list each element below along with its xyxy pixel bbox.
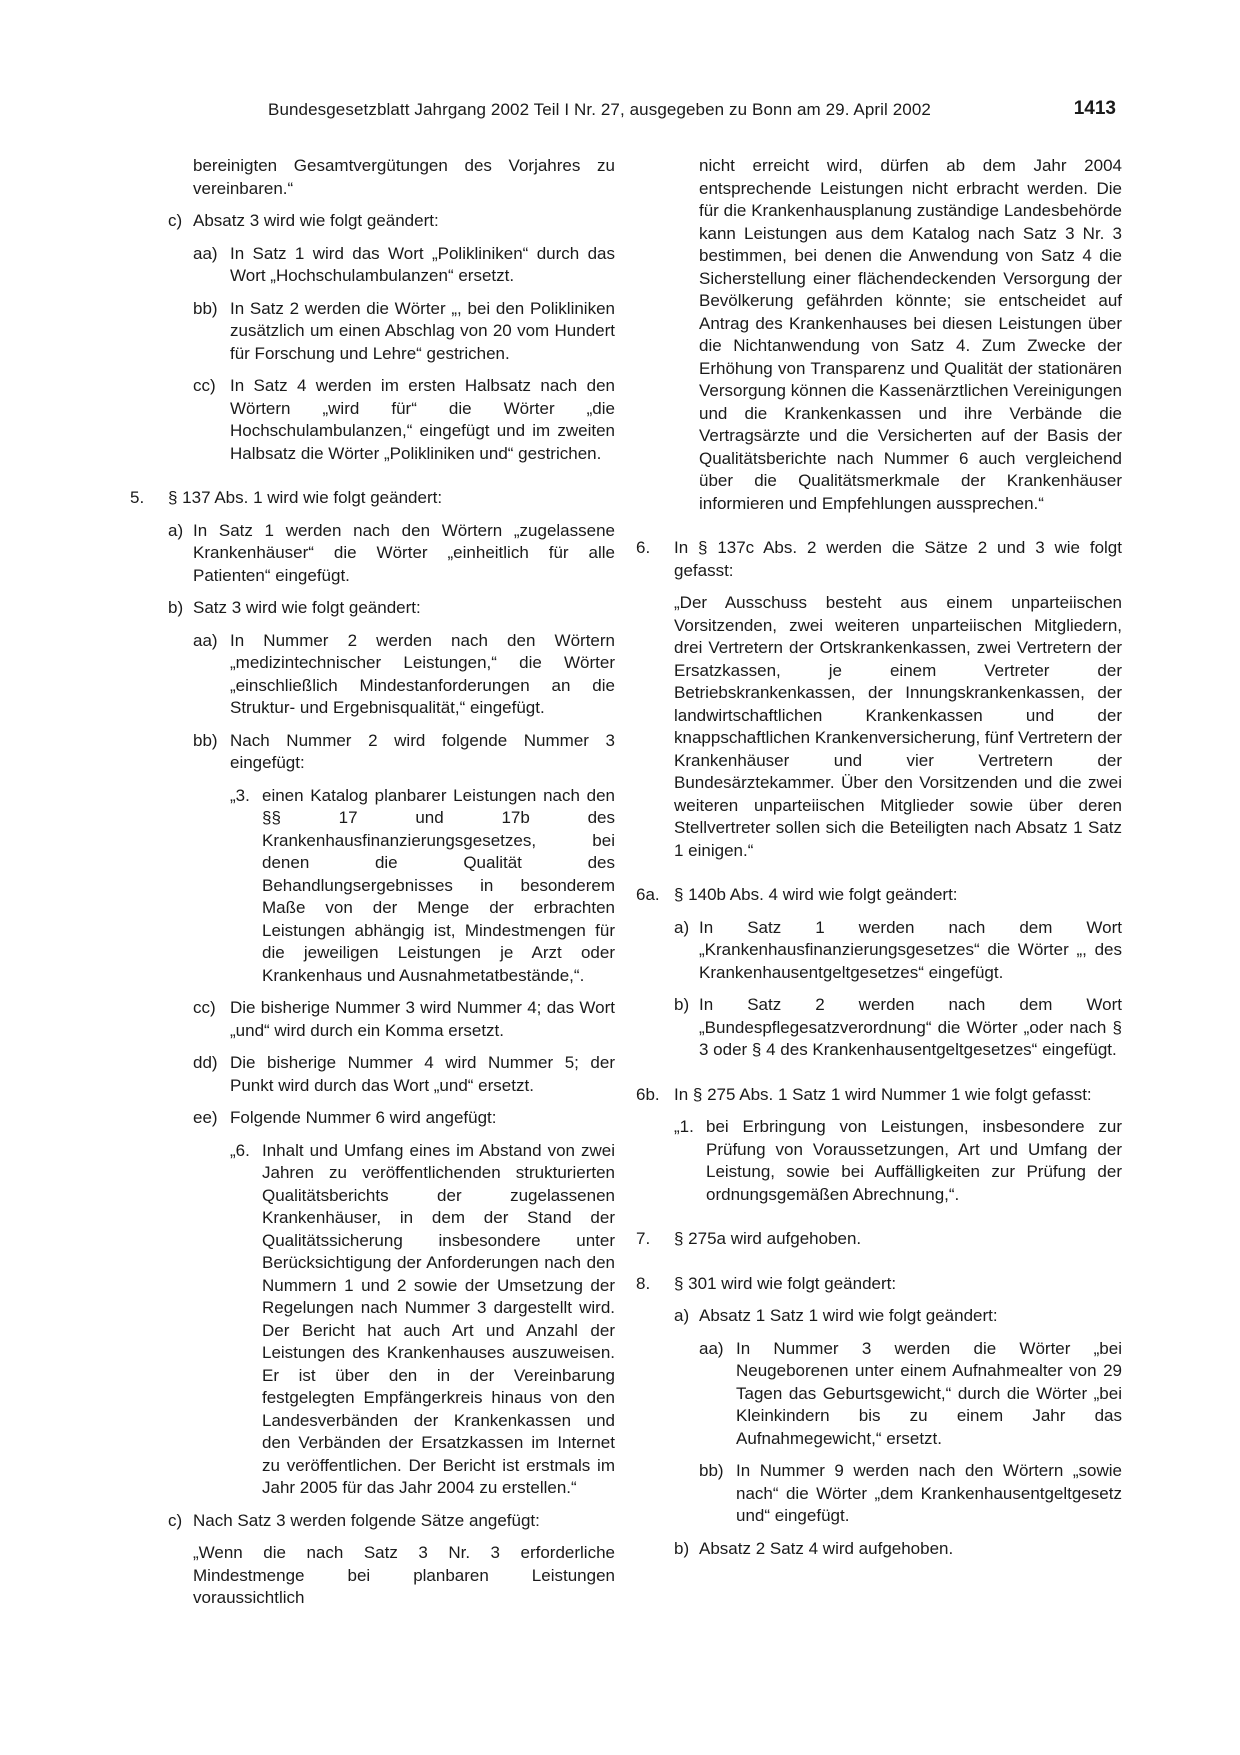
item-text: Satz 3 wird wie folgt geändert: bbox=[193, 598, 421, 617]
item-text: Nach Satz 3 werden folgende Sätze angefügt: bbox=[193, 1510, 540, 1530]
item-text: In Satz 1 wird das Wort „Polikliniken“ durch das Wort „Hochschulambulanzen“ ersetzt. bbox=[230, 243, 615, 285]
item-text: Die bisherige Nummer 4 wird Nummer 5; der Punkt wird durch das Wort „und“ ersetzt. bbox=[230, 1053, 615, 1095]
item-label: b) bbox=[674, 1538, 690, 1558]
item-text: Folgende Nummer 6 wird angefügt: bbox=[230, 1108, 497, 1127]
item-text: In § 137c Abs. 2 werden die Sätze 2 und 3 wie folgt gefasst: bbox=[674, 538, 1122, 580]
item-label: b) bbox=[674, 995, 690, 1014]
left-column bbox=[130, 155, 615, 1620]
item-text: In § 275 Abs. 1 Satz 1 wird Nummer 1 wie folgt gefasst: bbox=[674, 1084, 1092, 1104]
paragraph bbox=[130, 1542, 615, 1610]
item-label: bb) bbox=[193, 730, 218, 750]
running-title: Bundesgesetzblatt Jahrgang 2002 Teil I Nr. 27, ausgegeben zu Bonn am 29. April 2002 bbox=[268, 100, 931, 119]
page-number: 1413 bbox=[1073, 98, 1116, 119]
item-text: In Satz 2 werden die Wörter „, bei den Polikliniken zusätzlich um einen Abschlag von 20 vom Hundert für Forschung und Lehre“ gestrichen. bbox=[230, 298, 615, 363]
list-item bbox=[130, 630, 615, 720]
list-item bbox=[636, 1273, 1122, 1296]
list-item bbox=[130, 487, 615, 510]
list-item bbox=[636, 1538, 1122, 1561]
item-text: In Satz 2 werden nach dem Wort „Bundespflegesatzverordnung“ die Wörter „oder nach § 3 oder § 4 des Krankenhausentgeltgesetzes“ eingefügt. bbox=[699, 995, 1122, 1059]
item-text: bei Erbringung von Leistungen, insbesondere zur Prüfung von Voraussetzungen, Art und Umfang der Leistung, sowie bei Auffälligkeiten zur Prüfung der ordnungsgemäßen Abrechnung,“. bbox=[706, 1117, 1122, 1204]
item-label: c) bbox=[168, 211, 183, 230]
list-item bbox=[636, 1460, 1122, 1528]
item-label: 6a. bbox=[636, 885, 660, 904]
item-label: dd) bbox=[193, 1053, 218, 1072]
running-header bbox=[268, 100, 1116, 130]
list-item bbox=[636, 884, 1122, 907]
item-label: cc) bbox=[193, 998, 216, 1017]
item-label: c) bbox=[168, 1510, 183, 1530]
item-text: Absatz 3 wird wie folgt geändert: bbox=[193, 211, 439, 230]
item-text: Die bisherige Nummer 3 wird Nummer 4; das Wort „und“ wird durch ein Komma ersetzt. bbox=[230, 998, 615, 1040]
list-item bbox=[130, 210, 615, 233]
item-label: 5. bbox=[130, 488, 145, 507]
paragraph bbox=[130, 155, 615, 200]
item-label: aa) bbox=[193, 243, 218, 263]
list-item bbox=[130, 1510, 615, 1533]
item-text: § 275a wird aufgehoben. bbox=[674, 1229, 862, 1248]
item-label: 6b. bbox=[636, 1084, 660, 1104]
item-text: In Satz 4 werden im ersten Halbsatz nach den Wörtern „wird für“ die Wörter „die Hochschulambulanzen,“ eingefügt und im zweiten Halbsatz die Wörter „Polikliniken und“ gestrichen. bbox=[230, 376, 615, 463]
list-item bbox=[636, 1338, 1122, 1451]
item-label: b) bbox=[168, 598, 184, 617]
item-text: „Der Ausschuss besteht aus einem unparteiischen Vorsitzenden, zwei weiteren unparteiischen Mitgliedern, drei Vertretern der Ortskrankenkassen, zwei Vertretern der Ersatzkassen, je einem Vertreter der Betriebskrankenkassen, der Innungskrankenkassen, der landwirtschaftlichen Krankenkassen und der knappschaftlichen Krankenversicherung, fünf Vertretern der Krankenhäuser und vier Vertretern der Bundesärztekammer. Über den Vorsitzenden und die zwei weiteren unparteiischen Mitglieder sowie über deren Stellvertreter sollen sich die Beteiligten nach Absatz 1 Satz 1 einigen.“ bbox=[674, 593, 1122, 860]
item-label: „1. bbox=[674, 1117, 694, 1136]
list-item bbox=[130, 597, 615, 620]
item-label: a) bbox=[674, 1306, 690, 1325]
list-item bbox=[636, 917, 1122, 985]
item-label: „6. bbox=[230, 1140, 250, 1160]
list-item bbox=[636, 1228, 1122, 1251]
right-column bbox=[636, 155, 1122, 1570]
list-item bbox=[130, 785, 615, 988]
item-label: cc) bbox=[193, 376, 216, 395]
item-text: einen Katalog planbarer Leistungen nach den §§ 17 und 17b des Krankenhausfinanzierungsgesetzes, bei denen die Qualität des Behandlungsergebnisses in besonderem Maße von der Menge der erbrachten Leistungen abhängig ist, Mindestmengen für die jeweiligen Leistungen je Arzt oder Krankenhaus und Ausnahmetatbestände,“. bbox=[262, 785, 615, 985]
item-label: aa) bbox=[193, 630, 218, 650]
item-text: nicht erreicht wird, dürfen ab dem Jahr 2004 entsprechende Leistungen nicht erbracht werden. Die für die Krankenhausplanung zuständige Landesbehörde kann Leistungen aus dem Katalog nach Satz 3 Nr. 3 bestimmen, bei denen die Anwendung von Satz 4 die Sicherstellung einer flächendeckenden Versorgung der Bevölkerung gefährden könnte; sie entscheidet auf Antrag des Krankenhauses bei diesen Leistungen über die Nichtanwendung von Satz 4. Zum Zwecke der Erhöhung von Transparenz und Qualität der stationären Versorgung können die Kassenärztlichen Vereinigungen und die Krankenkassen und ihre Verbände die Vertragsärzte und die Versicherten auf der Basis der Qualitätsberichte nach Nummer 6 auch vergleichend über die Qualitätsmerkmale der Krankenhäuser informieren und Empfehlungen aussprechen.“ bbox=[699, 156, 1122, 513]
item-text: Inhalt und Umfang eines im Abstand von zwei Jahren zu veröffentlichenden strukturierten Qualitätsberichts der zugelassenen Krankenhäuser, in dem der Stand der Qualitätssicherung insbesondere unter Berücksichtigung der Anforderungen nach den Nummern 1 und 2 sowie der Umsetzung der Regelungen nach Nummer 3 dargestellt wird. Der Bericht hat auch Art und Anzahl der Leistungen des Krankenhauses auszuweisen. Er ist über den in der Vereinbarung festgelegten Empfängerkreis hinaus von den Landesverbänden der Krankenkassen und den Verbänden der Ersatzkassen im Internet zu veröffentlichen. Der Bericht ist erstmals im Jahr 2005 für das Jahr 2004 zu erstellen.“ bbox=[262, 1140, 615, 1497]
item-text: Absatz 1 Satz 1 wird wie folgt geändert: bbox=[699, 1306, 998, 1325]
item-text: In Nummer 9 werden nach den Wörtern „sowie nach“ die Wörter „dem Krankenhausentgeltgesetz und“ eingefügt. bbox=[736, 1461, 1122, 1525]
list-item bbox=[130, 1052, 615, 1097]
item-text: § 137 Abs. 1 wird wie folgt geändert: bbox=[168, 488, 443, 507]
item-text: Nach Nummer 2 wird folgende Nummer 3 eingefügt: bbox=[230, 730, 615, 772]
list-item bbox=[636, 994, 1122, 1062]
item-label: 8. bbox=[636, 1273, 651, 1293]
item-text: In Satz 1 werden nach dem Wort „Krankenhausfinanzierungsgesetzes“ die Wörter „, des Krankenhausentgeltgesetzes“ eingefügt. bbox=[699, 917, 1122, 982]
paragraph bbox=[636, 592, 1122, 862]
item-text: „Wenn die nach Satz 3 Nr. 3 erforderliche Mindestmenge bei planbaren Leistungen voraussichtlich bbox=[193, 1543, 615, 1607]
item-label: 7. bbox=[636, 1229, 651, 1248]
item-text: Absatz 2 Satz 4 wird aufgehoben. bbox=[699, 1538, 954, 1558]
item-text: § 140b Abs. 4 wird wie folgt geändert: bbox=[674, 885, 958, 904]
list-item bbox=[636, 1116, 1122, 1206]
item-label: ee) bbox=[193, 1108, 218, 1127]
paragraph bbox=[636, 155, 1122, 515]
list-item bbox=[130, 1140, 615, 1500]
item-label: „3. bbox=[230, 785, 250, 805]
item-label: a) bbox=[168, 520, 184, 540]
item-label: a) bbox=[674, 917, 690, 937]
item-label: 6. bbox=[636, 538, 651, 557]
item-text: In Satz 1 werden nach den Wörtern „zugelassene Krankenhäuser“ die Wörter „einheitlich für alle Patienten“ eingefügt. bbox=[193, 520, 615, 585]
list-item bbox=[636, 537, 1122, 582]
list-item bbox=[130, 520, 615, 588]
list-item bbox=[130, 298, 615, 366]
item-text: § 301 wird wie folgt geändert: bbox=[674, 1273, 897, 1293]
list-item bbox=[130, 375, 615, 465]
item-text: bereinigten Gesamtvergütungen des Vorjahres zu vereinbaren.“ bbox=[193, 156, 615, 198]
list-item bbox=[130, 730, 615, 775]
item-label: bb) bbox=[699, 1461, 724, 1480]
item-label: aa) bbox=[699, 1338, 724, 1358]
list-item bbox=[130, 243, 615, 288]
item-label: bb) bbox=[193, 298, 218, 318]
item-text: In Nummer 3 werden die Wörter „bei Neugeborenen unter einem Aufnahmealter von 29 Tagen das Geburtsgewicht,“ durch die Wörter „bei Kleinkindern bis zu einem Jahr das Aufnahmegewicht,“ ersetzt. bbox=[736, 1338, 1122, 1448]
item-text: In Nummer 2 werden nach den Wörtern „medizintechnischer Leistungen,“ die Wörter „einschließlich Mindestanforderungen an die Struktur- und Ergebnisqualität,“ eingefügt. bbox=[230, 630, 615, 717]
list-item bbox=[130, 1107, 615, 1130]
list-item bbox=[636, 1084, 1122, 1107]
list-item bbox=[130, 997, 615, 1042]
list-item bbox=[636, 1305, 1122, 1328]
